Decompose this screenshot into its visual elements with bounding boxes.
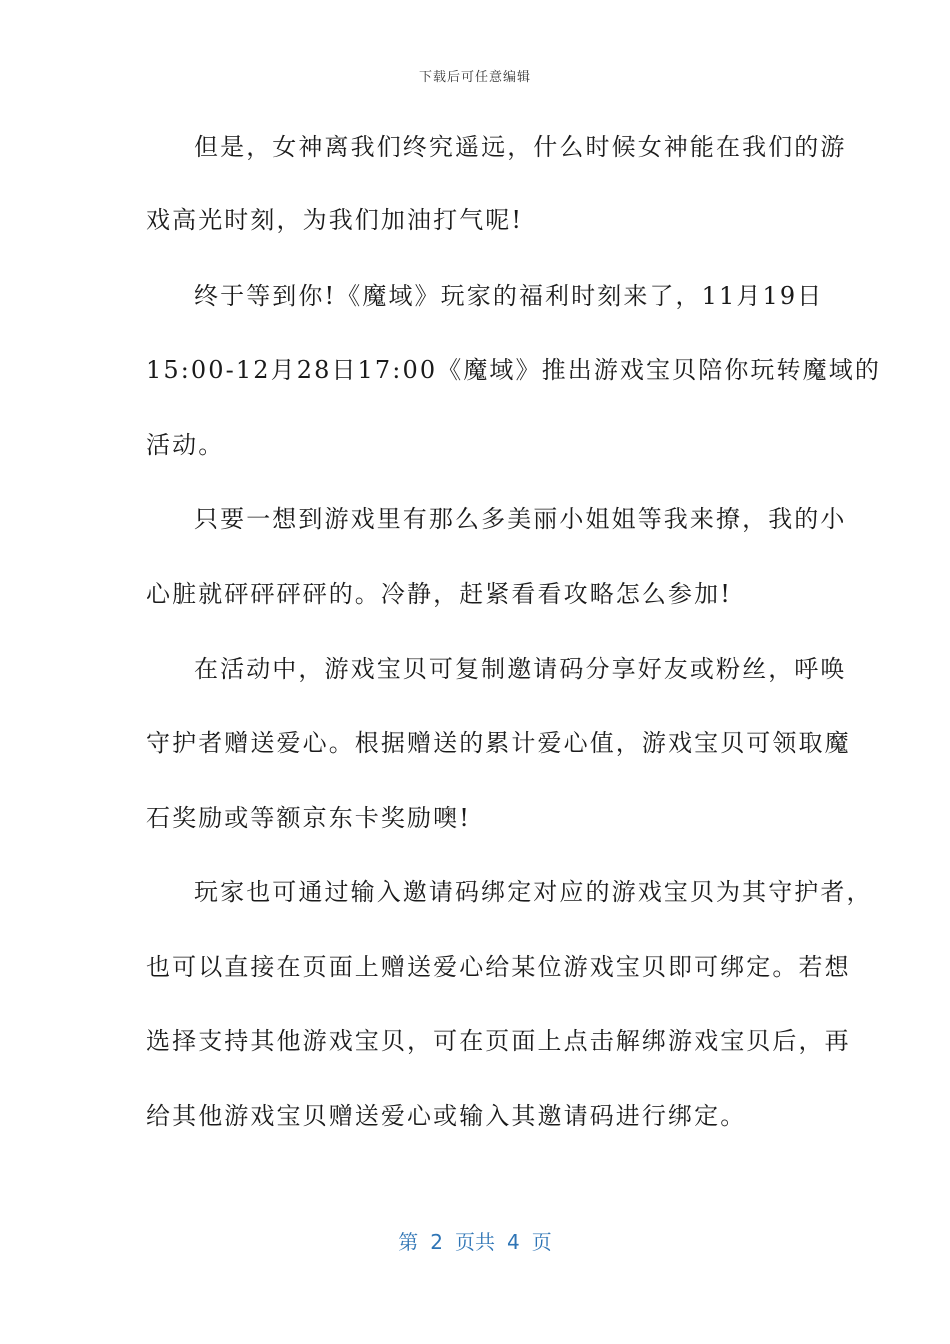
paragraph-1-line-2: 戏高光时刻，为我们加油打气呢! <box>146 206 524 234</box>
current-page-number: 2 <box>430 1230 443 1254</box>
paragraph-5-line-2: 也可以直接在页面上赠送爱心给某位游戏宝贝即可绑定。若想 <box>146 953 851 981</box>
page-footer-suffix: 页 <box>531 1230 552 1254</box>
page-footer <box>0 1226 950 1255</box>
paragraph-1-line-1: 但是，女神离我们终究遥远，什么时候女神能在我们的游 <box>194 133 847 161</box>
page-footer-prefix: 第 <box>398 1230 419 1254</box>
paragraph-4-line-2: 守护者赠送爱心。根据赠送的累计爱心值，游戏宝贝可领取魔 <box>146 729 851 757</box>
paragraph-2-line-3: 活动。 <box>146 431 225 459</box>
paragraph-5-line-1: 玩家也可通过输入邀请码绑定对应的游戏宝贝为其守护者， <box>194 878 873 906</box>
paragraph-5-line-3: 选择支持其他游戏宝贝，可在页面上点击解绑游戏宝贝后，再 <box>146 1027 851 1055</box>
paragraph-2-line-1: 终于等到你!《魔域》玩家的福利时刻来了，11月19日 <box>194 282 824 310</box>
paragraph-3-line-2: 心脏就砰砰砰砰的。冷静，赶紧看看攻略怎么参加! <box>146 580 732 608</box>
paragraph-4-line-3: 石奖励或等额京东卡奖励噢! <box>146 804 471 832</box>
paragraph-3-line-1: 只要一想到游戏里有那么多美丽小姐姐等我来撩，我的小 <box>194 505 847 533</box>
page-footer-middle: 页共 <box>455 1230 495 1254</box>
paragraph-5-line-4: 给其他游戏宝贝赠送爱心或输入其邀请码进行绑定。 <box>146 1102 747 1130</box>
page-header: 下载后可任意编辑 <box>418 70 531 85</box>
total-pages-number: 4 <box>507 1230 520 1254</box>
paragraph-4-line-1: 在活动中，游戏宝贝可复制邀请码分享好友或粉丝，呼唤 <box>194 655 847 683</box>
paragraph-2-line-2: 15:00-12月28日17:00《魔域》推出游戏宝贝陪你玩转魔域的 <box>146 356 881 384</box>
